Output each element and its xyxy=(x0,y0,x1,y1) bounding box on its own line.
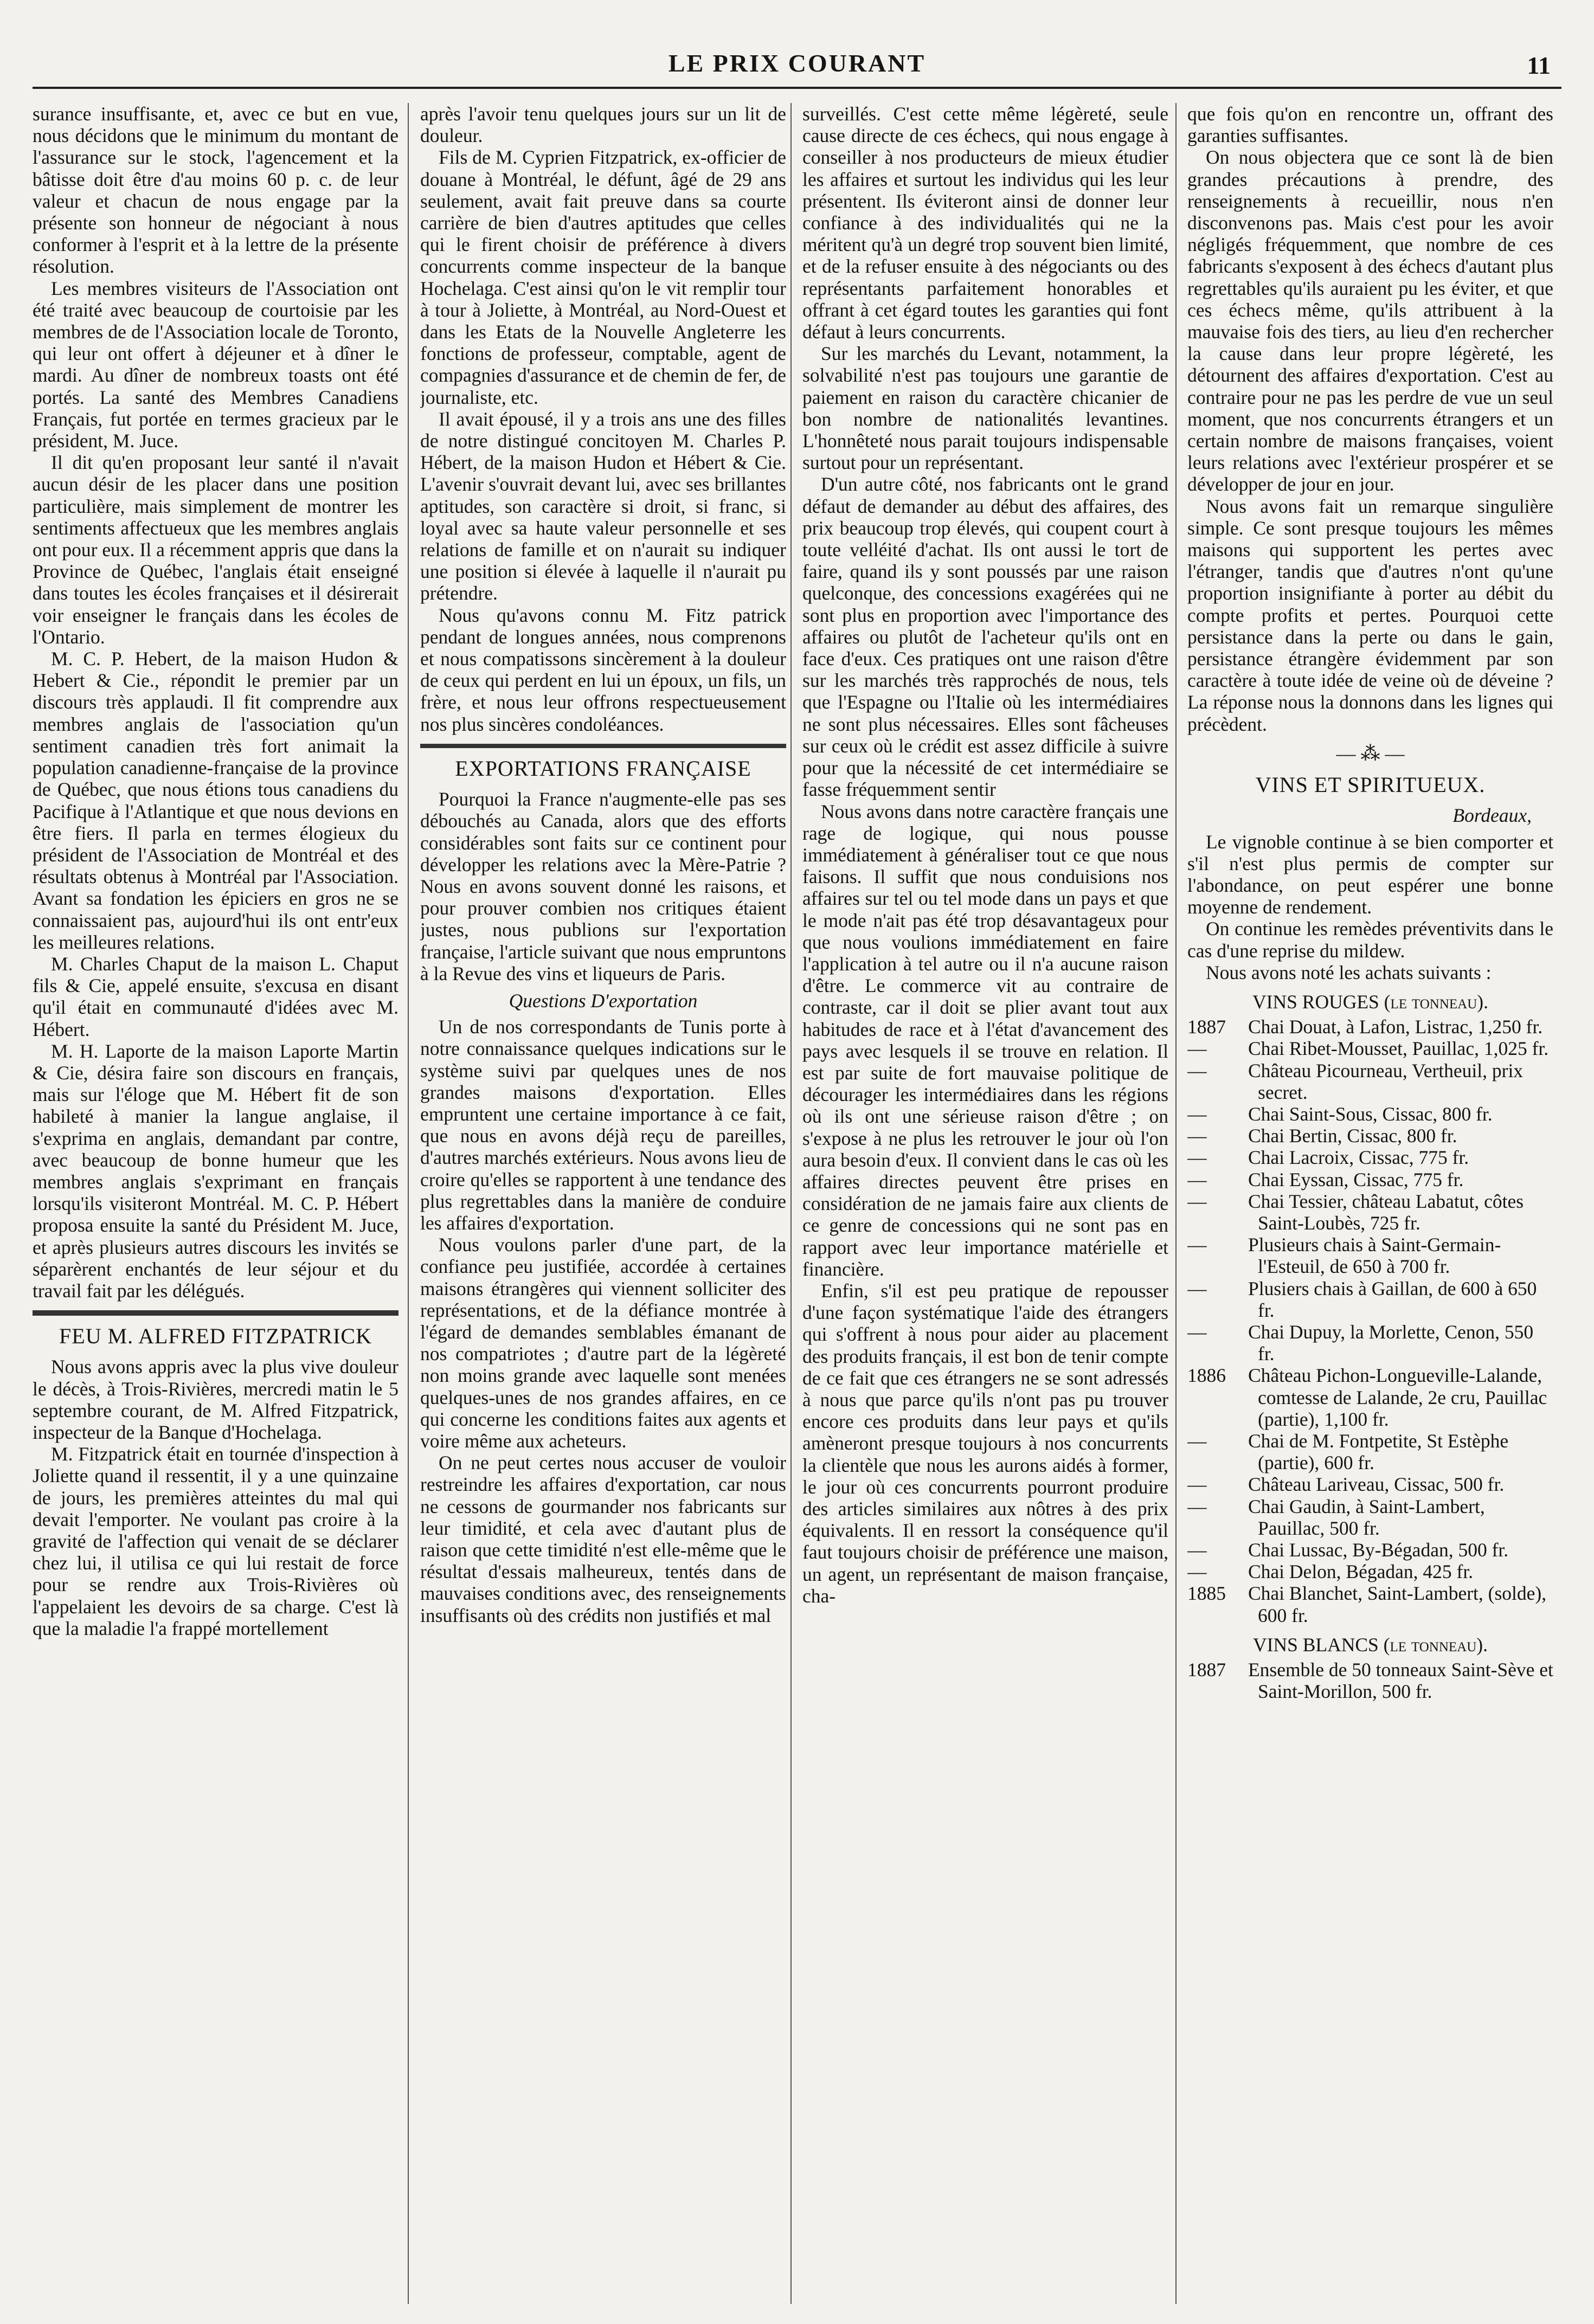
article-subheading: Bordeaux, xyxy=(1452,804,1532,827)
wine-entry xyxy=(1187,1103,1553,1125)
section-divider xyxy=(33,1310,398,1316)
wine-year: — xyxy=(1187,1038,1207,1060)
paragraph: Nous avons dans notre caractère français une rage de logique, qui nous pousse immédiatement à généraliser tout ce que nous faisons. Il suffit que nous conduisions nos affaires sur tel ou tel mode dans un pays et que le mode n'ait pas été trop désavantageux pour que nous voulions immédiatement en faire l'application à tel autre ou il n'a aucune raison d'être. Le commerce vit au contraire de contraste, car il doit se plier avant tout aux habitudes de race et à l'état d'avancement des pays avec lesquels il se trouve en relation. Il est par suite de fort mauvaise politique de décourager les intermédiaires dans les régions où ils ont une sérieuse raison d'être ; on s'expose à ne plus les retrouver le jour où l'on aura besoin d'eux. Il convient dans le cas où les affaires directes peuvent être prises en considération de ne jamais faire aux clients de ce genre de concessions qui ne sont pas en rapport avec leur importance matérielle et financière. xyxy=(802,800,1168,1280)
page-header xyxy=(33,38,1561,89)
wine-year: — xyxy=(1187,1277,1207,1299)
wine-entry xyxy=(1187,1278,1553,1321)
wine-year: 1887 xyxy=(1187,1016,1226,1038)
wine-entry xyxy=(1187,1016,1553,1038)
wine-entry xyxy=(1187,1364,1553,1430)
column-3 xyxy=(802,103,1168,2309)
wine-description: Chai Delon, Bégadan, 425 fr. xyxy=(1248,1561,1474,1583)
column-4 xyxy=(1187,103,1553,2309)
paragraph: Nous qu'avons connu M. Fitz patrick pendant de longues années, nous comprenons et nous compatissons sincèrement à la douleur de ceux qui perdent en lui un époux, un fils, un frère, et nous leur offrons respectueusement nos plus sincères condoléances. xyxy=(420,604,786,735)
paragraph: M. Fitzpatrick était en tournée d'inspection à Joliette quand il ressentit, il y a une quinzaine de jours, les premières atteintes du mal qui devait l'emporter. Ne voulant pas croire à la gravité de l'affection qui venait de se déclarer chez lui, il utilisa ce qui lui restait de force pour se rendre aux Trois-Rivières où l'appelaient les devoirs de sa charge. C'est là que la maladie l'a frappé mortellement xyxy=(33,1443,398,1639)
article-heading-fitzpatrick: FEU M. ALFRED FITZPATRICK xyxy=(59,1324,372,1349)
page-number: 11 xyxy=(1527,51,1551,79)
wine-description: Chai Lussac, By-Bégadan, 500 fr. xyxy=(1248,1539,1509,1561)
wine-entry xyxy=(1187,1147,1553,1168)
paragraph: M. H. Laporte de la maison Laporte Martin & Cie, désira faire son discours en français, mais sur l'éloge que M. Hébert fit de son habileté à manier la langue anglaise, il s'exprima en anglais, demandant par contre, avec beaucoup de bonne humeur que les membres anglais s'exprimant en français lorsqu'ils visiteront Montréal. M. C. P. Hébert proposa ensuite la santé du Président M. Juce, et après plusieurs autres discours les invités se séparèrent enchantés de leur séjour et du travail fait par les délégués. xyxy=(33,1040,398,1302)
wine-year: — xyxy=(1187,1539,1207,1561)
paragraph: Nous avons noté les achats suivants : xyxy=(1206,961,1492,983)
wine-entry xyxy=(1187,1321,1553,1364)
column-rule xyxy=(790,103,792,2304)
wine-year: — xyxy=(1187,1473,1207,1496)
paragraph: Sur les marchés du Levant, notamment, la solvabilité n'est pas toujours une garantie de paiement en raison du caractère chicanier de bon nombre de nationalités levantines. L'honnêteté nous parait toujours indispensable surtout pour un représentant. xyxy=(802,343,1168,474)
article-heading-vins: VINS ET SPIRITUEUX. xyxy=(1255,772,1486,797)
paragraph: après l'avoir tenu quelques jours sur un lit de douleur. xyxy=(420,103,786,147)
paragraph: D'un autre côté, nos fabricants ont le grand défaut de demander au début des affaires, des prix beaucoup trop élevés, qui coupent court à toute velléité d'achat. Ils ont aussi le tort de faire, quand ils y sont poussés par une raison quelconque, des concessions exagérées qui ne sont plus en proportion avec l'importance des affaires ou plutôt de l'acheteur qu'ils ont en face d'eux. Ces pratiques ont une raison d'être sur les marchés très rapprochés de nous, tels que l'Espagne ou l'Italie où les intermédiaires ne sont plus nécessaires. Elles sont fâcheuses sur ceux où le crédit est assez difficile à suivre pour que la nécessité de cet intermédiaire se fasse fréquemment sentir xyxy=(802,473,1168,801)
wine-year: — xyxy=(1187,1103,1207,1125)
paragraph: M. Charles Chaput de la maison L. Chaput fils & Cie, appelé ensuite, s'excusa en disant qu'il était en communauté d'idées avec M. Hébert. xyxy=(33,952,398,1040)
wine-description: Plusieurs chais à Saint-Germain-l'Esteuil, de 650 à 700 fr. xyxy=(1248,1234,1501,1278)
wine-entry xyxy=(1187,1038,1553,1059)
paragraph: Pourquoi la France n'augmente-elle pas ses débouchés au Canada, alors que des efforts considérables sont faits sur ce continent pour développer les relations avec la Mère-Patrie ? Nous en avons souvent donné les raisons, et pour prouver combien nos critiques étaient justes, nous publions sur l'exportation française, l'article suivant que nous empruntons à la Revue des vins et liqueurs de Paris. xyxy=(420,788,786,984)
paragraph: Nous voulons parler d'une part, de la confiance peu justifiée, accordée à certaines maisons étrangères qui viennent solliciter des représentations, et de la défiance montrée à l'égard de demandes semblables émanant de nos compatriotes ; d'autre part de la légèreté non moins grande avec laquelle sont menées quelques-unes de nos grandes affaires, en ce qui concerne les conditions faites aux agents et voire même aux acheteurs. xyxy=(420,1234,786,1452)
wine-year: — xyxy=(1187,1190,1207,1212)
masthead-title: LE PRIX COURANT xyxy=(668,49,926,77)
white-wine-list xyxy=(1187,1659,1553,1702)
wine-description: Château Lariveau, Cissac, 500 fr. xyxy=(1248,1473,1505,1496)
wine-description: Chai Douat, à Lafon, Listrac, 1,250 fr. xyxy=(1248,1016,1543,1038)
wine-entry xyxy=(1187,1060,1553,1103)
wine-year: — xyxy=(1187,1059,1207,1081)
wine-description: Chai de M. Fontpetite, St Estèphe (partie), 600 fr. xyxy=(1248,1430,1509,1474)
paragraph: Un de nos correspondants de Tunis porte à notre connaissance quelques indications sur le système suivi par quelques unes de nos grandes maisons d'exportation. Elles empruntent une certaine importance à ce fait, que nous en avons déjà reçu de pareilles, d'autres marchés extérieurs. Nous avons lieu de croire qu'elles se rapportent à une tendance des plus regrettables dans la manière de conduire les affaires d'exportation. xyxy=(420,1016,786,1234)
paragraph: surance insuffisante, et, avec ce but en vue, nous décidons que le minimum du montant de l'assurance sur le stock, l'agencement et la bâtisse doit être d'au moins 60 p. c. de leur valeur et chacun de nous engage par la présente son honneur de négociant à nous conformer à l'esprit et à la lettre de la présente résolution. xyxy=(33,103,398,278)
red-wine-list xyxy=(1187,1016,1553,1626)
wine-year: — xyxy=(1187,1234,1207,1256)
wine-description: Ensemble de 50 tonneaux Saint-Sève et Saint-Morillon, 500 fr. xyxy=(1248,1659,1553,1703)
red-wine-label: VINS ROUGES (le tonneau). xyxy=(1252,990,1488,1013)
wine-description: Chai Dupuy, la Morlette, Cenon, 550 fr. xyxy=(1248,1321,1534,1365)
paragraph: M. C. P. Hebert, de la maison Hudon & Hebert & Cie., répondit le premier par un discours très applaudi. Il fit comprendre aux membres anglais de l'association qu'un sentiment canadien très fort animait la population canadienne-française de la province de Québec, que nous étions tous canadiens du Pacifique à l'Atlantique et que nous devions en être fiers. Il parla en termes élogieux du président de l'Association de Montréal et des résultats obtenus à Montréal par l'Association. Avant sa fondation les épiciers en gros ne se connaissaient pas, aujourd'hui ils ont entr'eux les meilleures relations. xyxy=(33,648,398,953)
wine-year: — xyxy=(1187,1125,1207,1147)
wine-year: 1886 xyxy=(1187,1364,1226,1387)
wine-entry xyxy=(1187,1169,1553,1190)
wine-description: Chai Saint-Sous, Cissac, 800 fr. xyxy=(1248,1103,1493,1125)
wine-year: — xyxy=(1187,1430,1207,1452)
wine-description: Chai Ribet-Mousset, Pauillac, 1,025 fr. xyxy=(1248,1038,1549,1060)
wine-entry xyxy=(1187,1659,1553,1702)
wine-entry xyxy=(1187,1539,1553,1561)
paragraph: On ne peut certes nous accuser de vouloir restreindre les affaires d'exportation, car nous ne cessons de gourmander nos fabricants sur leur timidité, et cela avec d'autant plus de raison que cette timidité n'est elle-même que le résultat d'essais malheureux, tentés dans de mauvaises conditions avec, des renseignements insuffisants où des crédits non justifiés et mal xyxy=(420,1452,786,1626)
wine-entry xyxy=(1187,1234,1553,1277)
column-2 xyxy=(420,103,786,2309)
paragraph: Nous avons appris avec la plus vive douleur le décès, à Trois-Rivières, mercredi matin le 5 septembre courant, de M. Alfred Fitzpatrick, inspecteur de la Banque d'Hochelaga. xyxy=(33,1356,398,1443)
paragraph: surveillés. C'est cette même légèreté, seule cause directe de ces échecs, qui nous engage à conseiller à nos producteurs de mieux étudier les affaires et surtout les individus qui les leur présentent. Ils éviteront ainsi de donner leur confiance à des individualités qui ne la méritent qu'à un degré trop souvent bien limité, et de la refuser ensuite à des négociants ou des représentants parfaitement honorables et offrant à cet égard toutes les garanties qui font défaut à leurs concurrents. xyxy=(802,103,1168,343)
wine-year: — xyxy=(1187,1147,1207,1169)
wine-description: Chai Tessier, château Labatut, côtes Saint-Loubès, 725 fr. xyxy=(1248,1190,1524,1234)
white-wine-label: VINS BLANCS (le tonneau). xyxy=(1253,1633,1488,1656)
wine-description: Plusiers chais à Gaillan, de 600 à 650 fr. xyxy=(1248,1277,1537,1321)
wine-description: Château Picourneau, Vertheuil, prix secret. xyxy=(1248,1059,1524,1103)
wine-description: Château Pichon-Longueville-Lalande, comtesse de Lalande, 2e cru, Pauillac (partie), 1,100 fr. xyxy=(1248,1364,1547,1430)
column-1 xyxy=(33,103,398,2309)
wine-year: — xyxy=(1187,1495,1207,1517)
paragraph: On nous objectera que ce sont là de bien grandes précautions à prendre, des renseignements à recueillir, nous n'en disconvenons pas. Mais c'est pour les avoir négligés fréquemment, que nombre de ces fabricants s'exposent à des échecs d'autant plus regrettables qu'ils auraient pu les éviter, et que ces échecs même, qu'ils attribuent à la mauvaise fois des tiers, au lieu d'en rechercher la cause dans leur propre légèreté, les détournent des affaires d'exportation. C'est au contraire pour ne pas les perdre de vue un seul moment, que nos concurrents étrangers et un certain nombre de maisons françaises, voient leurs relations avec l'extérieur prospérer et se développer de jour en jour. xyxy=(1187,146,1553,495)
wine-entry xyxy=(1187,1125,1553,1147)
paragraph: Les membres visiteurs de l'Association ont été traité avec beaucoup de courtoisie par les membres de de l'Association locale de Toronto, qui leur ont offert à déjeuner et à dîner le mardi. Au dîner de nombreux toasts ont été portés. La santé des Membres Canadiens Français, fut portée en termes gracieux par le président, M. Juce. xyxy=(33,277,398,452)
wine-entry xyxy=(1187,1430,1553,1473)
paragraph: Nous avons fait un remarque singulière simple. Ce sont presque toujours les mêmes maisons qui supportent les pertes avec l'étranger, tandis que d'autres n'ont qu'une proportion insignifiante à porter au débit du compte profits et pertes. Pourquoi cette persistance dans la perte ou dans le gain, persistance étrangère évidemment par son caractère à toute idée de veine où de déveine ? La réponse nous la donnons dans les lignes qui précèdent. xyxy=(1187,495,1553,735)
wine-year: 1887 xyxy=(1187,1659,1226,1681)
wine-description: Chai Gaudin, à Saint-Lambert, Pauillac, 500 fr. xyxy=(1248,1495,1485,1539)
wine-entry xyxy=(1187,1582,1553,1626)
wine-entry xyxy=(1187,1561,1553,1582)
article-heading-exportations: EXPORTATIONS FRANÇAISE xyxy=(455,756,751,781)
wine-entry xyxy=(1187,1473,1553,1495)
paragraph: On continue les remèdes préventivits dans le cas d'une reprise du mildew. xyxy=(1187,918,1553,962)
wine-description: Chai Blanchet, Saint-Lambert, (solde), 600 fr. xyxy=(1248,1582,1547,1626)
paragraph: Il dit qu'en proposant leur santé il n'avait aucun désir de les placer dans une position particulière, mais simplement de montrer les sentiments affectueux que les membres anglais ont pour eux. Il a récemment appris que dans la Province de Québec, l'anglais était enseigné dans toutes les écoles françaises et il désirerait voir enseigner le français dans les écoles de l'Ontario. xyxy=(33,452,398,648)
wine-entry xyxy=(1187,1190,1553,1234)
paragraph: Fils de M. Cyprien Fitzpatrick, ex-officier de douane à Montréal, le défunt, âgé de 29 ans seulement, avait fait preuve dans sa courte carrière de bien d'autres aptitudes que celles qui le firent choisir de préférence à divers concurrents comme inspecteur de la banque Hochelaga. C'est ainsi qu'on le vit remplir tour à tour à Joliette, à Montréal, au Nord-Ouest et dans les Etats de la Nouvelle Angleterre les fonctions de professeur, comptable, agent de compagnies d'assurance et de chemin de fer, de journaliste, etc. xyxy=(420,146,786,408)
paragraph: Enfin, s'il est peu pratique de repousser d'une façon systématique l'aide des étrangers qui s'offrent à nous pour aider au placement des produits français, il est bon de tenir compte de ce fait que ces étrangers ne se sont adressés à nous que parce qu'ils n'ont pas pu trouver encore ces produits dans leur pays et qu'ils amèneront presque toujours à nos concurrents la clientèle que nous les aurons aidés à former, le jour où ces concurrents pourront produire des articles similaires aux nôtres à des prix équivalents. Il en ressort la conséquence qu'il faut toujours choisir de préférence une maison, un agent, un représentant de maison française, cha- xyxy=(802,1279,1168,1607)
wine-year: — xyxy=(1187,1321,1207,1343)
paragraph: que fois qu'on en rencontre un, offrant des garanties suffisantes. xyxy=(1187,103,1553,147)
wine-year: — xyxy=(1187,1168,1207,1190)
wine-description: Chai Lacroix, Cissac, 775 fr. xyxy=(1248,1147,1469,1169)
column-rule xyxy=(1175,103,1177,2304)
wine-description: Chai Bertin, Cissac, 800 fr. xyxy=(1248,1125,1457,1147)
section-divider xyxy=(420,744,786,748)
wine-year: — xyxy=(1187,1561,1207,1583)
article-subheading: Questions D'exportation xyxy=(509,989,698,1012)
wine-entry xyxy=(1187,1496,1553,1539)
column-rule xyxy=(408,103,409,2304)
ornament-divider: — ⁂ — xyxy=(1336,742,1405,764)
wine-year: 1885 xyxy=(1187,1582,1226,1605)
paragraph: Il avait épousé, il y a trois ans une des filles de notre distingué concitoyen M. Charles P. Hébert, de la maison Hudon et Hébert & Cie. L'avenir s'ouvrait devant lui, avec ses brillantes aptitudes, son caractère si droit, si franc, si loyal avec sa haute valeur personnelle et ses relations de famille et on n'aurait su indiquer une position si élevée à laquelle il n'aurait pu prétendre. xyxy=(420,408,786,604)
paragraph: Le vignoble continue à se bien comporter et s'il n'est plus permis de compter sur l'abondance, on peut espérer une bonne moyenne de rendement. xyxy=(1187,831,1553,918)
wine-description: Chai Eyssan, Cissac, 775 fr. xyxy=(1248,1168,1464,1190)
